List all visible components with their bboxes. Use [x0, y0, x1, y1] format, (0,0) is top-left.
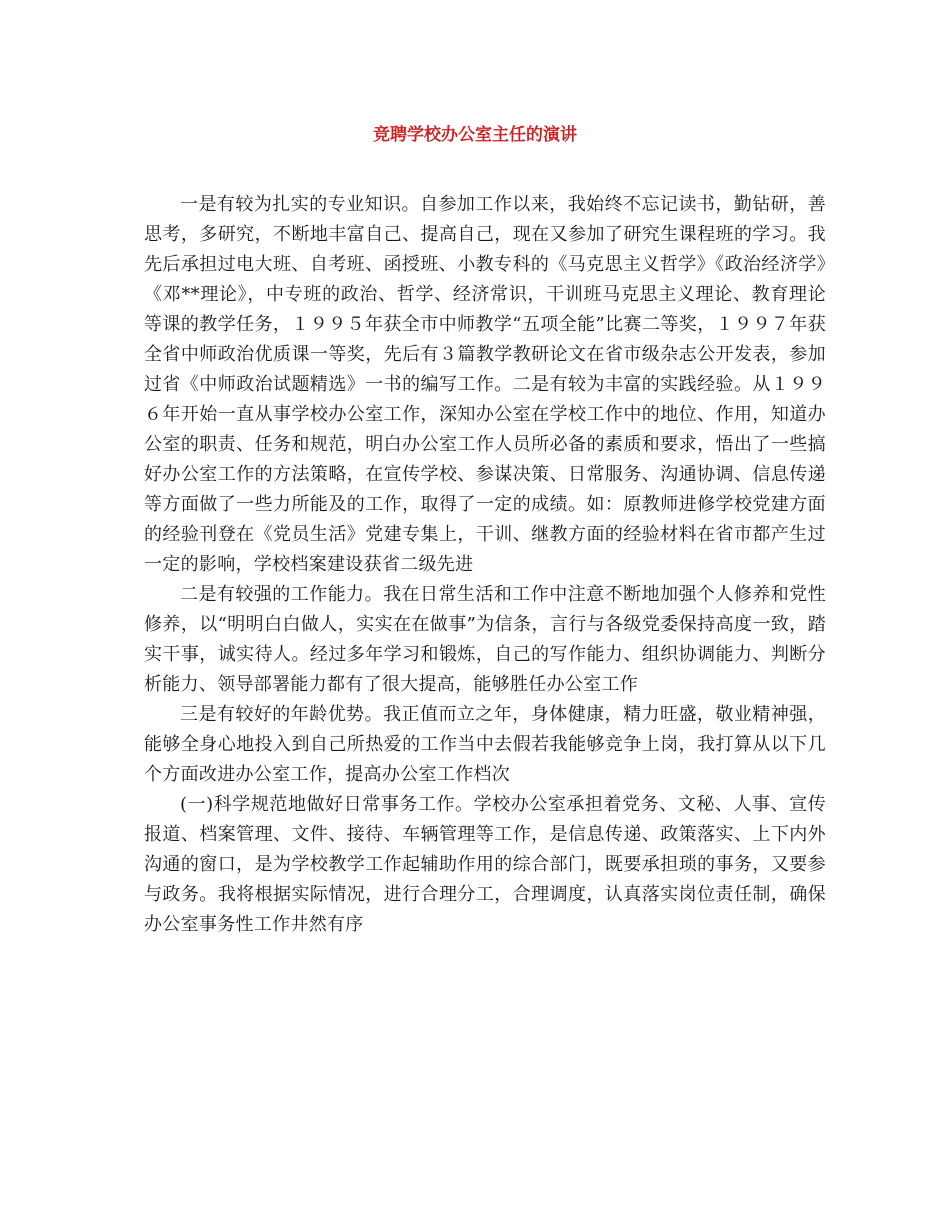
- document-body: [144, 190, 826, 940]
- paragraph-3: 三是有较好的年龄优势。我正值而立之年，身体健康，精力旺盛，敬业精神强，能够全身心地投入到自己所热爱的工作当中去假若我能够竞争上岗，我打算从以下几个方面改进办公室工作，提高办公室工作档次: [144, 704, 826, 785]
- document-title: 竞聘学校办公室主任的演讲: [373, 125, 577, 145]
- paragraph-2: 二是有较强的工作能力。我在日常生活和工作中注意不断地加强个人修养和党性修养，以“明明白白做人，实实在在做事”为信条，言行与各级党委保持高度一致，踏实干事，诚实待人。经过多年学习和锻炼，自己的写作能力、组织协调能力、判断分析能力、领导部署能力都有了很大提高，能够胜任办公室工作: [144, 584, 826, 695]
- paragraph-4: (一)科学规范地做好日常事务工作。学校办公室承担着党务、文秘、人事、宣传报道、档案管理、文件、接待、车辆管理等工作，是信息传递、政策落实、上下内外沟通的窗口，是为学校教学工作起辅助作用的综合部门，既要承担琐的事务，又要参与政务。我将根据实际情况，进行合理分工，合理调度，认真落实岗位责任制，确保办公室事务性工作井然有序: [144, 794, 826, 935]
- paragraph-1: 一是有较为扎实的专业知识。自参加工作以来，我始终不忘记读书，勤钻研，善思考，多研究，不断地丰富自己、提高自己，现在又参加了研究生课程班的学习。我先后承担过电大班、自考班、函授班、小教专科的《马克思主义哲学》《政治经济学》《邓**理论》，中专班的政治、哲学、经济常识，干训班马克思主义理论、教育理论等课的教学任务，１９９５年获全市中师教学“五项全能”比赛二等奖，１９９７年获全省中师政治优质课一等奖，先后有３篇教学教研论文在省市级杂志公开发表，参加过省《中师政治试题精选》一书的编写工作。二是有较为丰富的实践经验。从１９９６年开始一直从事学校办公室工作，深知办公室在学校工作中的地位、作用，知道办公室的职责、任务和规范，明白办公室工作人员所必备的素质和要求，悟出了一些搞好办公室工作的方法策略，在宣传学校、参谋决策、日常服务、沟通协调、信息传递等方面做了一些力所能及的工作，取得了一定的成绩。如：原教师进修学校党建方面的经验刊登在《党员生活》党建专集上，干训、继教方面的经验材料在省市都产生过一定的影响，学校档案建设获省二级先进: [144, 194, 826, 575]
